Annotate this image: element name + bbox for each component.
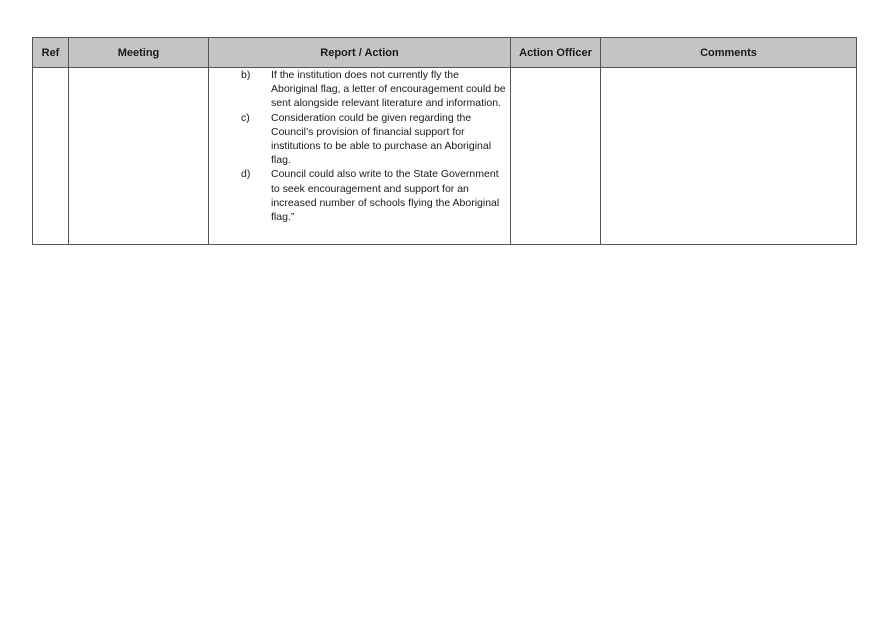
item-text: Consideration could be given regarding the Council’s provision of financial support for institutions to be able to purchase an Aboriginal flag. (271, 111, 492, 167)
cell-report-action (209, 68, 511, 245)
header-comments: Comments (601, 38, 857, 68)
report-item-c (209, 111, 510, 168)
item-text: Council could also write to the State Government to seek encouragement and support for an increased number of schools flying the Aboriginal flag.” (271, 168, 500, 224)
cell-ref (33, 68, 69, 245)
cell-meeting (69, 68, 209, 245)
report-item-list (209, 68, 510, 224)
item-marker: b) (241, 69, 251, 81)
action-table (32, 37, 857, 245)
table-header-row (33, 38, 857, 68)
item-marker: c) (241, 111, 250, 124)
cell-action-officer (511, 68, 601, 245)
header-ref: Ref (33, 38, 69, 68)
report-item-d (209, 167, 510, 224)
item-text: If the institution does not currently fly the Aboriginal flag, a letter of encouragement could be sent alongside relevant literature and information. (271, 69, 506, 110)
header-meeting: Meeting (69, 38, 209, 68)
report-item-b (209, 68, 510, 111)
header-action-officer: Action Officer (511, 38, 601, 68)
header-report-action: Report / Action (209, 38, 511, 68)
item-marker: d) (241, 168, 251, 181)
table-row (33, 68, 857, 245)
cell-comments (601, 68, 857, 245)
